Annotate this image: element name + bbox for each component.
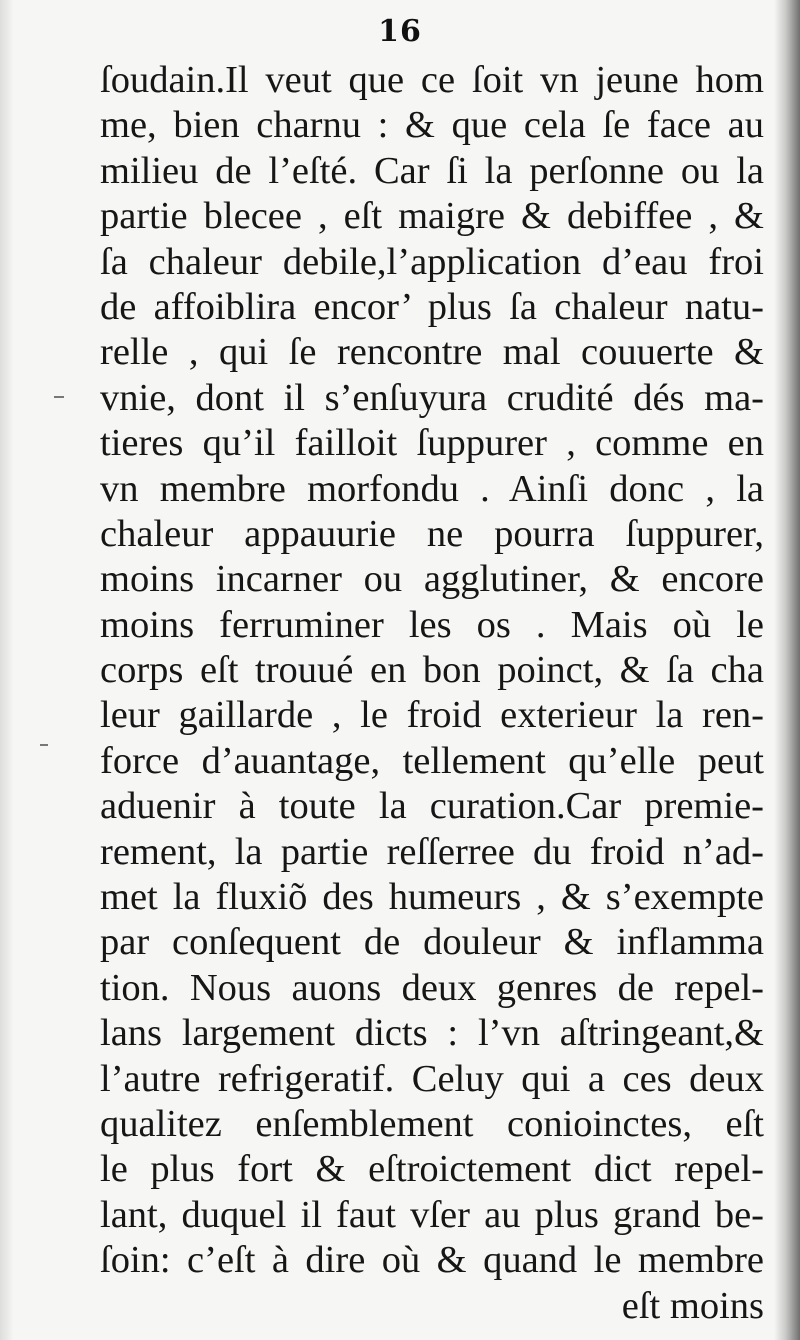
text-line: chaleur appauurie ne pourra ſuppurer, — [100, 512, 764, 555]
page-edge-shadow — [0, 0, 14, 1340]
text-line: vn membre morfondu . Ainſi donc , la — [100, 467, 764, 510]
catchword: eſt moins — [621, 1284, 764, 1327]
text-line: vnie, dont il s’enſuyura crudité dés ma- — [100, 376, 764, 419]
text-line: ſoudain.Il veut que ce ſoit vn jeune hom — [100, 59, 764, 101]
text-line: tieres qu’il failloit ſuppurer , comme en — [100, 422, 764, 465]
text-line: me, bien charnu : & que cela ſe face au — [100, 104, 764, 147]
text-line: qualitez enſemblement conioinctes, eſt — [100, 1102, 764, 1145]
text-line: moins incarner ou agglutiner, & encore — [100, 558, 764, 601]
text-line: met la fluxiõ des humeurs , & s’exempte — [100, 876, 764, 919]
text-line: partie blecee , eſt maigre & debiffee , & — [100, 195, 764, 238]
text-line: le plus fort & eſtroictement dict repel- — [100, 1148, 764, 1191]
text-line: aduenir à toute la curation.Car premie- — [100, 785, 764, 828]
text-line: force d’auantage, tellement qu’elle peut — [100, 739, 764, 782]
text-line: par conſequent de douleur & inflamma — [100, 921, 764, 964]
text-line: ſoin: c’eſt à dire où & quand le membre — [100, 1239, 764, 1282]
text-line: ſa chaleur debile,l’application d’eau froi — [100, 240, 764, 283]
text-line: l’autre refrigeratif. Celuy qui a ces deux — [100, 1057, 764, 1100]
text-line: moins ferruminer les os . Mais où le — [100, 603, 764, 646]
margin-tick-mark — [40, 744, 48, 746]
page-number: 16 — [378, 14, 422, 49]
page-gutter-shadow — [774, 0, 800, 1340]
body-text — [100, 58, 764, 1329]
text-line: corps eſt trouué en bon poinct, & ſa cha — [100, 649, 764, 692]
text-line: relle , qui ſe rencontre mal couuerte & — [100, 331, 764, 374]
text-line: leur gaillarde , le froid exterieur la ren- — [100, 694, 764, 737]
text-line: lans largement dicts : l’vn aſtringeant,& — [100, 1012, 764, 1055]
text-line: milieu de l’eſté. Car ſi la perſonne ou la — [100, 149, 764, 192]
text-line: lant, duquel il faut vſer au plus grand be- — [100, 1193, 764, 1236]
margin-tick-mark — [54, 396, 64, 398]
text-line: tion. Nous auons deux genres de repel- — [100, 966, 764, 1009]
text-line: de affoiblira encor’ plus ſa chaleur natu- — [100, 285, 764, 328]
text-line: rement, la partie reſſerree du froid n’ad- — [100, 830, 764, 873]
